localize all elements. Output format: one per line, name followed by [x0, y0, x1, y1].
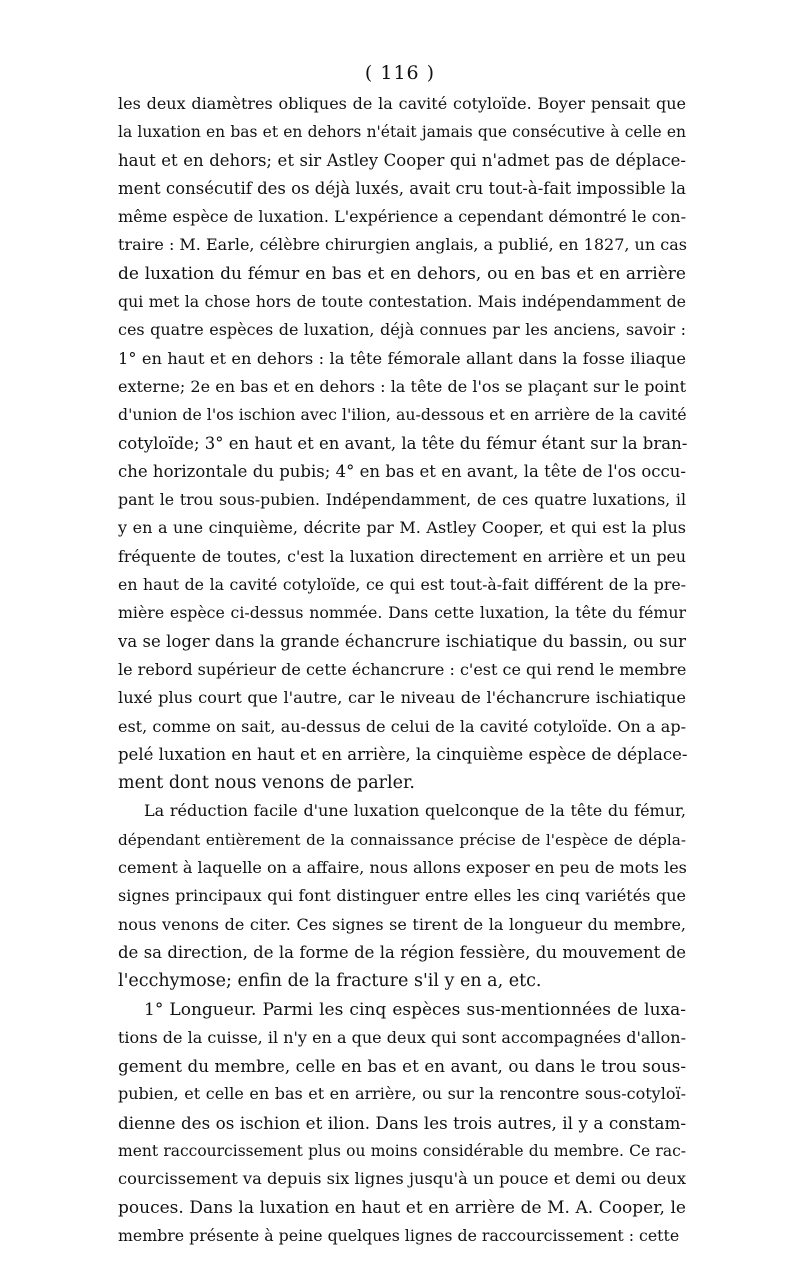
- text-line: ces quatre espèces de luxation, déjà connues par les anciens, savoir :: [118, 320, 686, 340]
- text-line: membre présente à peine quelques lignes de raccourcissement : cette: [118, 1225, 680, 1245]
- text-line: luxé plus court que l'autre, car le niveau de l'échancrure ischiatique: [118, 688, 686, 708]
- text-line: les deux diamètres obliques de la cavité cotyloïde. Boyer pensait que: [118, 94, 686, 113]
- text-line: cotyloïde; 3° en haut et en avant, la tête du fémur étant sur la bran-: [118, 433, 688, 453]
- text-line: en haut de la cavité cotyloïde, ce qui est tout-à-fait différent de la pre-: [118, 575, 686, 595]
- paragraph: [118, 90, 686, 797]
- text-line: ment dont nous venons de parler.: [118, 773, 415, 794]
- text-line: qui met la chose hors de toute contestation. Mais indépendamment de: [118, 292, 686, 312]
- body-text: [118, 90, 686, 1250]
- paragraph: [118, 797, 686, 995]
- text-line: l'ecchymose; enfin de la fracture s'il y en a, etc.: [118, 971, 542, 992]
- text-line: haut et en dehors; et sir Astley Cooper qui n'admet pas de déplace-: [118, 150, 686, 170]
- page-number: ( 116 ): [364, 62, 436, 84]
- text-line: che horizontale du pubis; 4° en bas et en avant, la tête de l'os occu-: [118, 461, 686, 481]
- text-line: fréquente de toutes, c'est la luxation directement en arrière et un peu: [118, 546, 686, 566]
- text-line: 1° Longueur. Parmi les cinq espèces sus-mentionnées de luxa-: [144, 999, 686, 1020]
- text-line: de luxation du fémur en bas et en dehors, ou en bas et en arrière: [118, 263, 686, 284]
- text-line: de sa direction, de la forme de la région fessière, du mouvement de: [118, 942, 686, 962]
- text-line: signes principaux qui font distinguer entre elles les cinq variétés que: [118, 886, 686, 906]
- text-line: va se loger dans la grande échancrure ischiatique du bassin, ou sur: [118, 631, 686, 651]
- text-line: La réduction facile d'une luxation quelconque de la tête du fémur,: [144, 801, 686, 821]
- text-line: dienne des os ischion et ilion. Dans les trois autres, il y a constam-: [118, 1112, 686, 1133]
- text-line: traire : M. Earle, célèbre chirurgien anglais, a publié, en 1827, un cas: [118, 235, 687, 255]
- text-line: 1° en haut et en dehors : la tête fémorale allant dans la fosse iliaque: [118, 348, 686, 368]
- text-line: y en a une cinquième, décrite par M. Astley Cooper, et qui est la plus: [118, 518, 686, 538]
- text-line: est, comme on sait, au-dessus de celui de la cavité cotyloïde. On a ap-: [118, 716, 686, 736]
- text-line: la luxation en bas et en dehors n'était jamais que consécutive à celle en: [118, 123, 686, 142]
- text-line: même espèce de luxation. L'expérience a cependant démontré le con-: [118, 207, 686, 227]
- text-line: pelé luxation en haut et en arrière, la cinquième espèce de déplace-: [118, 744, 688, 764]
- text-line: le rebord supérieur de cette échancrure : c'est ce qui rend le membre: [118, 659, 687, 679]
- text-line: cement à laquelle on a affaire, nous allons exposer en peu de mots les: [118, 858, 687, 878]
- text-line: gement du membre, celle en bas et en avant, ou dans le trou sous-: [118, 1056, 686, 1077]
- text-line: ment consécutif des os déjà luxés, avait cru tout-à-fait impossible la: [118, 178, 686, 198]
- text-line: dépendant entièrement de la connaissance précise de l'espèce de dépla-: [118, 830, 686, 849]
- text-line: externe; 2e en bas et en dehors : la tête de l'os se plaçant sur le point: [118, 376, 686, 396]
- text-line: courcissement va depuis six lignes jusqu'à un pouce et demi ou deux: [118, 1169, 686, 1189]
- text-line: mière espèce ci-dessus nommée. Dans cette luxation, la tête du fémur: [118, 603, 686, 623]
- paragraph: [118, 996, 686, 1251]
- text-line: pubien, et celle en bas et en arrière, ou sur la rencontre sous-cotyloï-: [118, 1084, 686, 1104]
- text-line: d'union de l'os ischion avec l'ilion, au-dessous et en arrière de la cavité: [118, 405, 687, 425]
- text-line: tions de la cuisse, il n'y en a que deux qui sont accompagnées d'allon-: [118, 1027, 686, 1047]
- text-line: pouces. Dans la luxation en haut et en arrière de M. A. Cooper, le: [118, 1197, 686, 1218]
- text-line: nous venons de citer. Ces signes se tirent de la longueur du membre,: [118, 914, 686, 934]
- text-line: ment raccourcissement plus ou moins considérable du membre. Ce rac-: [118, 1141, 686, 1160]
- text-line: pant le trou sous-pubien. Indépendamment, de ces quatre luxations, il: [118, 490, 686, 510]
